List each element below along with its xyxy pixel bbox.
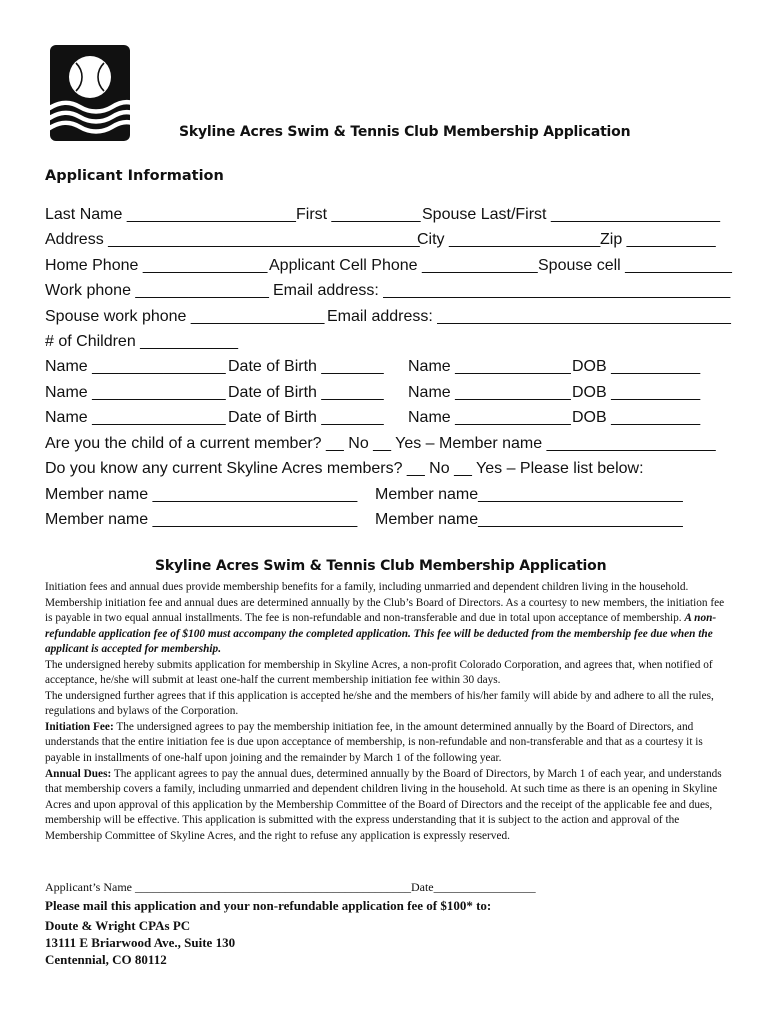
annual-dues-label: Annual Dues: [45,767,112,780]
terms-paragraph: The undersigned further agrees that if this application is accepted he/she and the members of his/her family will abide by and adhere to all the rules, regulations and bylaws of the Corporation. [45,689,714,718]
terms-title: Skyline Acres Swim & Tennis Club Membership Application [155,558,607,574]
member-name-field[interactable]: Member name_______________________ [375,486,683,503]
first-name-field[interactable]: First __________ [296,206,421,223]
applicant-signature-field[interactable]: Applicant’s Name ______________________________________________Date_________________ [45,880,536,894]
child-dob-field[interactable]: DOB __________ [572,358,701,375]
child-dob-field[interactable]: Date of Birth _______ [228,358,384,375]
know-members-question[interactable]: Do you know any current Skyline Acres members? __ No __ Yes – Please list below: [45,460,644,477]
member-name-field[interactable]: Member name _______________________ [45,486,358,503]
mailing-address-line: Doute & Wright CPAs PC [45,918,191,933]
home-phone-field[interactable]: Home Phone ______________ [45,257,268,274]
child-name-field[interactable]: Name _______________ [45,409,226,426]
initiation-fee-paragraph [45,720,730,767]
member-name-field[interactable]: Member name _______________________ [45,511,358,528]
child-dob-field[interactable]: Date of Birth _______ [228,384,384,401]
email-field[interactable]: Email address: _______________________________________ [273,282,731,299]
zip-field[interactable]: Zip __________ [600,231,716,248]
page-title: Skyline Acres Swim & Tennis Club Membership Application [179,124,631,140]
mailing-instruction: Please mail this application and your non-refundable application fee of $100* to: [45,898,492,913]
swim-tennis-logo-icon [50,45,130,141]
child-name-field[interactable]: Name _______________ [45,358,226,375]
initiation-fee-text: The undersigned agrees to pay the membership initiation fee, in the amount determined annually by the Board of Directors, and understands that the entire initiation fee is due upon acceptance of membership, is non-refundable and non-transferable and that as a courtesy it is payable in installments of one-half upon joining and the remainder by March 1 of the following year. [45,720,703,765]
work-phone-field[interactable]: Work phone _______________ [45,282,269,299]
mailing-address-line: Centennial, CO 80112 [45,952,167,967]
child-dob-field[interactable]: Date of Birth _______ [228,409,384,426]
application-fee-notice: A non-refundable application fee of $100 must accompany the completed application. This fee will be deducted from the membership fee due when the applicant is accepted for membership. [45,612,717,656]
last-name-field[interactable]: Last Name ___________________ [45,206,296,223]
annual-dues-paragraph [45,767,730,845]
spouse-cell-field[interactable]: Spouse cell ____________ [538,257,732,274]
child-name-field[interactable]: Name _____________ [408,409,571,426]
child-name-field[interactable]: Name _______________ [45,384,226,401]
address-field[interactable]: Address ___________________________________ [45,231,420,248]
applicant-cell-field[interactable]: Applicant Cell Phone _____________ [269,257,538,274]
annual-dues-text: The applicant agrees to pay the annual dues, determined annually by the Board of Directors, by March 1 of each year, and understands that membership covers a family, including unmarried and dependent children living in the household. At such time as there is an opening in Skyline Acres and upon approval of this application by the Membership Committee of the Board of Directors and the receipt of the applicable fee and dues, membership will be effective. This application is submitted with the express understanding that it is subject to the action and approval of the Membership Committee of Skyline Acres, and the right to refuse any application is expressly reserved. [45,767,722,842]
terms-intro: Initiation fees and annual dues provide membership benefits for a family, including unmarried and dependent children living in the household. Membership initiation fee and annual dues are determined annually by the Club’s Board of Directors. As a courtesy to new members, the initiation fee is payable in two equal annual installments. The fee is non-refundable and non-transferable and due in total upon acceptance of membership. [45,581,725,625]
child-name-field[interactable]: Name _____________ [408,384,571,401]
initiation-fee-label: Initiation Fee: [45,720,114,733]
child-dob-field[interactable]: DOB __________ [572,409,701,426]
child-name-field[interactable]: Name _____________ [408,358,571,375]
spouse-email-field[interactable]: Email address: _________________________________ [327,308,731,325]
mailing-address-line: 13111 E Briarwood Ave., Suite 130 [45,935,236,950]
spouse-work-phone-field[interactable]: Spouse work phone _______________ [45,308,325,325]
member-name-field[interactable]: Member name_______________________ [375,511,683,528]
spouse-name-field[interactable]: Spouse Last/First ___________________ [422,206,721,223]
child-of-member-question[interactable]: Are you the child of a current member? __ No __ Yes – Member name ___________________ [45,435,716,452]
terms-paragraph: The undersigned hereby submits application for membership in Skyline Acres, a non-profit Colorado Corporation, and agrees that, when notified of acceptance, he/she will submit at least one-half the current membership initiation fee within 30 days. [45,658,713,687]
city-field[interactable]: City _________________ [417,231,601,248]
child-dob-field[interactable]: DOB __________ [572,384,701,401]
terms-paragraph [45,580,730,658]
children-count-field[interactable]: # of Children ___________ [45,333,239,350]
applicant-information-heading: Applicant Information [45,168,224,184]
terms-text [45,580,730,844]
